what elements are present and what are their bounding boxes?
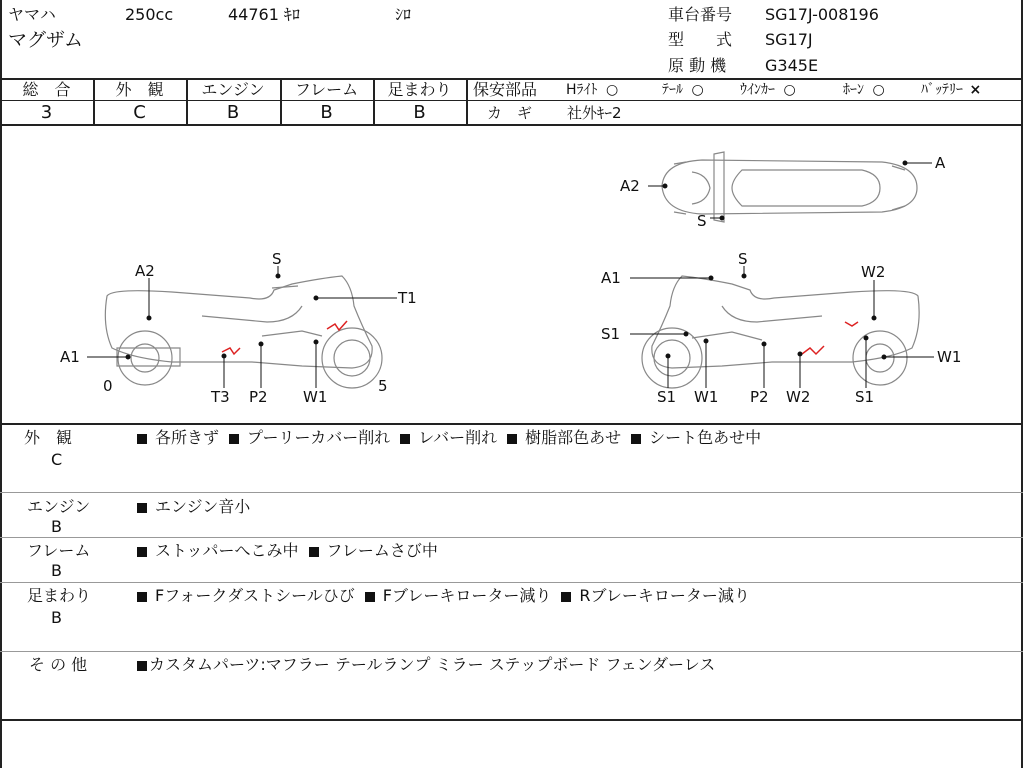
- safety-item-headlight: [566, 80, 618, 100]
- safety-parts-label: 保安部品: [473, 80, 538, 99]
- marker-dot: [903, 161, 907, 165]
- label-top-a: A: [935, 154, 946, 172]
- label-left-t1: T1: [398, 289, 417, 307]
- model-name: マグザム: [8, 29, 84, 51]
- key-value: 社外ｷｰ2: [567, 104, 622, 122]
- marker-dot: [798, 352, 802, 356]
- marker-dot: [709, 276, 713, 280]
- remarks-top-border: [0, 423, 1023, 425]
- safety-mid-border: [467, 100, 1023, 101]
- remarks-bottom-border: [0, 719, 1023, 721]
- grade-engine-value: B: [226, 102, 240, 123]
- remarks-suspension-category: 足まわり: [27, 586, 92, 605]
- frame-number: SG17J-008196: [765, 5, 879, 24]
- remarks-other-category: そ の 他: [29, 655, 88, 674]
- grade-divider: [466, 78, 468, 126]
- remarks-divider: [0, 651, 1023, 652]
- remark-item: エンジン音小: [137, 497, 250, 517]
- label-right-p2: P2: [750, 388, 769, 406]
- marker-dot: [720, 216, 724, 220]
- mileage: 44761 ｷﾛ: [228, 5, 300, 24]
- label-right-s1-bottom: S1: [657, 388, 677, 406]
- safety-item-mark: ○: [605, 82, 619, 98]
- remark-item: Rブレーキローター減り: [561, 586, 749, 606]
- remarks-exterior-items: [137, 428, 771, 448]
- bullet-square-icon: [137, 434, 147, 444]
- remark-item: フレームさび中: [309, 541, 438, 561]
- remarks-frame-grade: B: [51, 561, 62, 580]
- remarks-frame-category: フレーム: [27, 541, 91, 560]
- label-right-s: S: [738, 250, 748, 268]
- remarks-engine-category: エンジン: [27, 497, 91, 516]
- bullet-square-icon: [309, 547, 319, 557]
- label-right-s1: S1: [601, 325, 621, 343]
- marker-dot: [222, 354, 226, 358]
- safety-item-name: ﾊﾞｯﾃﾘｰ: [921, 82, 963, 98]
- safety-item-tail: [662, 80, 704, 100]
- marker-dot: [663, 184, 667, 188]
- marker-dot: [684, 332, 688, 336]
- safety-item-horn: [843, 80, 885, 100]
- safety-item-winker: [740, 80, 796, 100]
- remarks-suspension-grade: B: [51, 608, 62, 627]
- remark-item: Fブレーキローター減り: [365, 586, 552, 606]
- marker-dot: [126, 355, 130, 359]
- remarks-divider: [0, 537, 1023, 538]
- marker-dot: [742, 274, 746, 278]
- label-left-0: 0: [103, 377, 113, 395]
- remarks-engine-grade: B: [51, 517, 62, 536]
- remark-item: 樹脂部色あせ: [507, 428, 621, 448]
- grade-overall-value: 3: [40, 102, 53, 123]
- marker-dot: [259, 342, 263, 346]
- label-left-s: S: [272, 250, 282, 268]
- bullet-square-icon: [507, 434, 517, 444]
- marker-dot: [147, 316, 151, 320]
- marker-dot: [666, 354, 670, 358]
- bullet-square-icon: [137, 592, 147, 602]
- safety-item-mark: ○: [872, 82, 885, 98]
- remarks-exterior-category: 外 観: [24, 428, 73, 447]
- label-left-t3: T3: [211, 388, 230, 406]
- grade-suspension-value: B: [413, 102, 426, 123]
- marker-dot: [762, 342, 766, 346]
- label-left-p2: P2: [249, 388, 268, 406]
- grade-exterior-value: C: [133, 102, 146, 123]
- label-left-a2: A2: [135, 262, 155, 280]
- maker: ヤマハ: [8, 5, 56, 24]
- bullet-square-icon: [137, 503, 147, 513]
- marker-dot: [864, 336, 868, 340]
- label-right-s1-rear: S1: [855, 388, 875, 406]
- safety-item-name: ｳｲﾝｶｰ: [740, 82, 775, 98]
- label-left-w1: W1: [303, 388, 328, 406]
- key-label: カ ギ: [487, 104, 533, 122]
- remark-item: レバー削れ: [400, 428, 497, 448]
- frame-number-label: 車台番号: [668, 5, 733, 24]
- type-value: SG17J: [765, 30, 813, 49]
- safety-item-mark: ×: [969, 82, 982, 98]
- remarks-engine-items: [137, 497, 260, 517]
- label-right-w2-bottom: W2: [786, 388, 811, 406]
- label-right-w1-bottom: W1: [694, 388, 719, 406]
- damage-mark: [845, 322, 858, 326]
- bullet-square-icon: [561, 592, 571, 602]
- marker-dot: [314, 296, 318, 300]
- engine-type-label: 原 動 機: [668, 56, 727, 75]
- safety-item-mark: ○: [691, 82, 704, 98]
- bullet-square-icon: [365, 592, 375, 602]
- marker-dot: [276, 274, 280, 278]
- label-right-a1: A1: [601, 269, 621, 287]
- remark-item: プーリーカバー削れ: [229, 428, 390, 448]
- label-right-w1: W1: [937, 348, 962, 366]
- remarks-divider: [0, 492, 1023, 493]
- displacement: 250cc: [125, 5, 174, 24]
- grade-mid-border: [0, 100, 467, 101]
- remarks-frame-items: [137, 541, 448, 561]
- safety-item-battery: [921, 80, 981, 100]
- safety-item-name: ﾎｰﾝ: [843, 82, 864, 98]
- damage-mark: [802, 346, 824, 354]
- remark-item: ストッパーへこみ中: [137, 541, 299, 561]
- label-right-w2: W2: [861, 263, 886, 281]
- scooter-left-view: [105, 276, 382, 388]
- label-left-a1: A1: [60, 348, 80, 366]
- marker-dot: [882, 355, 886, 359]
- label-top-a2: A2: [620, 177, 640, 195]
- grade-frame-label: フレーム: [294, 80, 359, 99]
- marker-dot: [704, 339, 708, 343]
- remark-item: 各所きず: [137, 428, 219, 448]
- grade-exterior-label: 外 観: [115, 80, 164, 99]
- frame-right: [1021, 0, 1023, 768]
- remark-item: シート色あせ中: [631, 428, 761, 448]
- grade-engine-label: エンジン: [201, 80, 265, 99]
- color: ｼﾛ: [395, 5, 412, 24]
- remark-item: カスタムパーツ:マフラー テールランプ ミラー ステップボード フェンダーレス: [137, 655, 715, 675]
- grade-suspension-label: 足まわり: [387, 80, 452, 99]
- marker-dot: [872, 316, 876, 320]
- remarks-exterior-grade: C: [51, 450, 63, 469]
- grade-frame-value: B: [320, 102, 333, 123]
- bullet-square-icon: [137, 661, 147, 671]
- scooter-right-view: [642, 276, 919, 388]
- damage-marks: [222, 321, 858, 354]
- type-label: 型 式: [668, 30, 733, 49]
- bullet-square-icon: [229, 434, 239, 444]
- grade-overall-label: 総 合: [22, 80, 71, 99]
- remarks-divider: [0, 582, 1023, 583]
- damage-diagram: [2, 126, 1021, 423]
- engine-type-value: G345E: [765, 56, 819, 75]
- bullet-square-icon: [631, 434, 641, 444]
- label-left-5: 5: [378, 377, 388, 395]
- bullet-square-icon: [137, 547, 147, 557]
- marker-dot: [314, 340, 318, 344]
- safety-item-name: ﾃｰﾙ: [662, 82, 683, 98]
- label-top-s: S: [697, 212, 707, 230]
- remarks-suspension-items: [137, 586, 760, 606]
- safety-item-name: Hﾗｲﾄ: [566, 82, 598, 98]
- damage-mark: [222, 348, 240, 354]
- remarks-other-items: [137, 655, 725, 675]
- bullet-square-icon: [400, 434, 410, 444]
- safety-item-mark: ○: [783, 82, 796, 98]
- remark-item: Fフォークダストシールひび: [137, 586, 355, 606]
